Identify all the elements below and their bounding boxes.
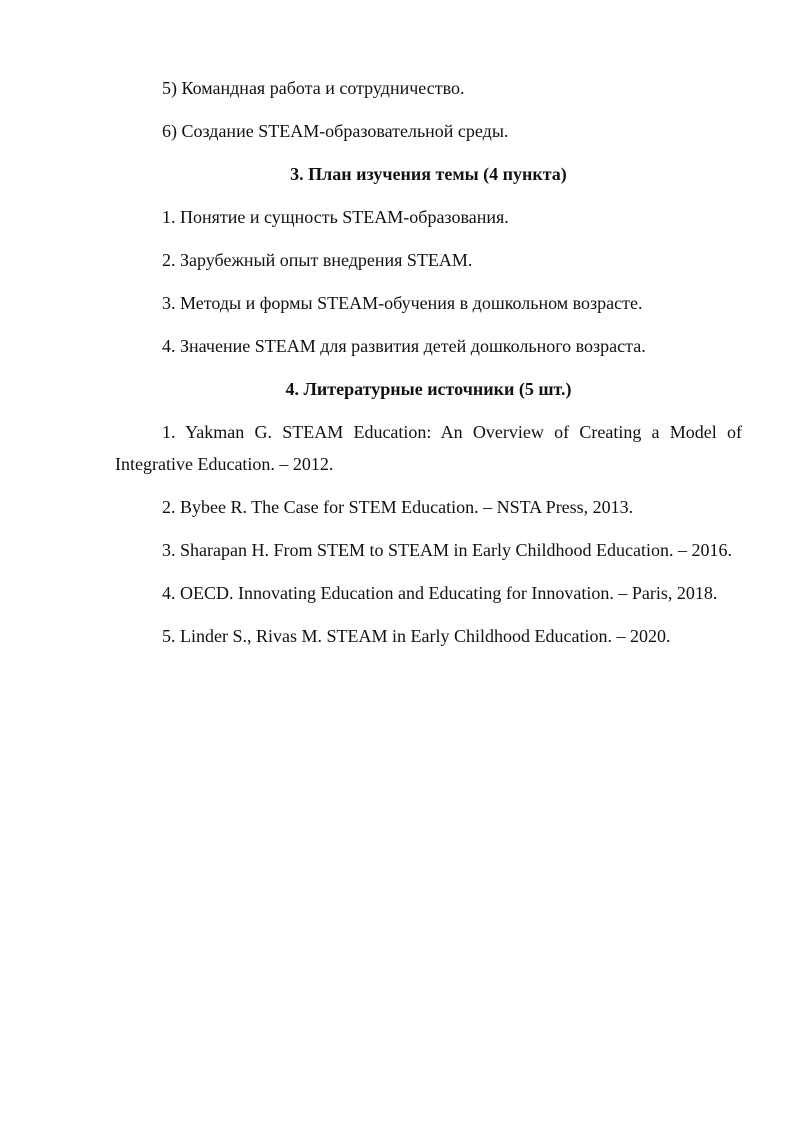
source-item: 4. OECD. Innovating Education and Educating for Innovation. – Paris, 2018.: [162, 583, 718, 603]
document-page: [115, 72, 742, 663]
source-item: 3. Sharapan H. From STEM to STEAM in Early Childhood Education. – 2016.: [162, 540, 732, 560]
plan-item: 2. Зарубежный опыт внедрения STEAM.: [162, 250, 473, 270]
source-item: 1. Yakman G. STEAM Education: An Overview of Creating a Model of Integrative Education. – 2012.: [115, 422, 742, 474]
plan-item: 1. Понятие и сущность STEAM-образования.: [162, 207, 509, 227]
source-item: 2. Bybee R. The Case for STEM Education. – NSTA Press, 2013.: [162, 497, 634, 517]
plan-item: 4. Значение STEAM для развития детей дошкольного возраста.: [162, 336, 646, 356]
section-heading-plan: 3. План изучения темы (4 пункта): [290, 164, 567, 184]
goal-item: 6) Создание STEAM-образовательной среды.: [162, 121, 509, 141]
plan-item: 3. Методы и формы STEAM-обучения в дошкольном возрасте.: [162, 293, 643, 313]
source-item: 5. Linder S., Rivas M. STEAM in Early Childhood Education. – 2020.: [162, 626, 671, 646]
section-heading-sources: 4. Литературные источники (5 шт.): [285, 379, 572, 399]
goal-item: 5) Командная работа и сотрудничество.: [162, 78, 465, 98]
